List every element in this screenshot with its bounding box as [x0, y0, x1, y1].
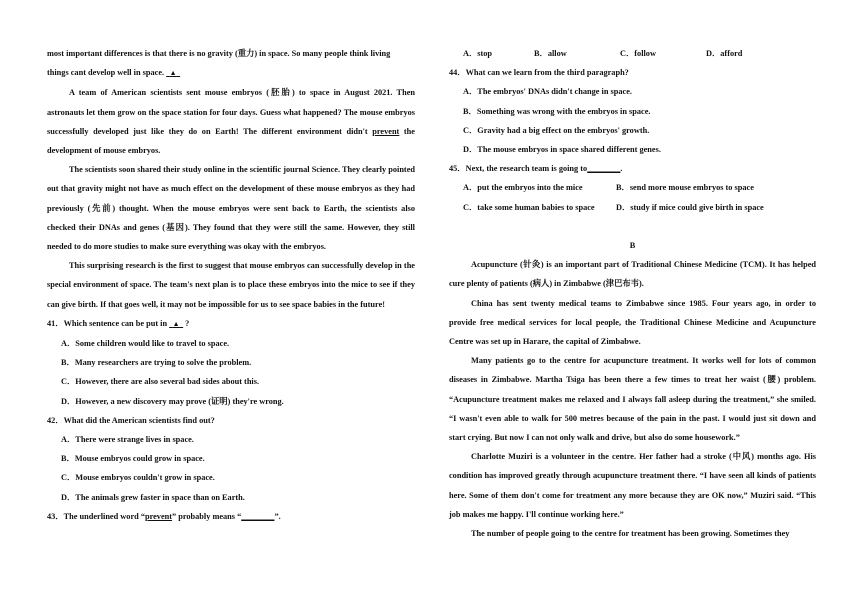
paragraph: The number of people going to the centre for treatment has been growing. Sometimes they	[471, 529, 790, 539]
question-43	[47, 507, 415, 526]
left-column	[47, 44, 415, 526]
right-column	[449, 44, 816, 543]
paragraph: This surprising research is the first to suggest that mouse embryos can successfully develop in the special environment of space. The team's next plan is to place these embryos into the mice to see if they can give birth. If that goes well, it may not be impossible for us to see space babies in the future!	[47, 261, 415, 309]
question-text: 41．Which sentence can be put in	[47, 318, 170, 328]
option-45-b[interactable]: B．send more mouse embryos to space	[616, 183, 754, 193]
option-45-d[interactable]: D．study if mice could give birth in space	[616, 202, 764, 212]
passage-line	[47, 63, 415, 83]
option-43-b[interactable]: B．allow	[534, 49, 567, 58]
option-41-a[interactable]: A．Some children would like to travel to space.	[61, 339, 230, 349]
option-42-d[interactable]: D．The animals grew faster in space than on Earth.	[61, 492, 245, 502]
option-45-a[interactable]: A．put the embryos into the mice	[463, 183, 583, 193]
paragraph: Many patients go to the centre for acupuncture treatment. It works well for lots of common diseases in Zimbabwe. Martha Tsiga has been there a few times to treat her waist (腰) problem. “Acupuncture treatment makes me relaxed and I always fall asleep during the treatment,” she smiled. “I wasn't even able to walk for 500 metres because of the pain in the past. I would just sit down and start crying. But now I can not only walk and drive, but also do some housework.”	[449, 356, 816, 443]
underlined-word: prevent	[372, 126, 400, 136]
question-41	[47, 314, 415, 334]
question-text: 43．The underlined word “	[47, 511, 145, 521]
option-44-d[interactable]: D．The mouse embryos in space shared different genes.	[463, 145, 661, 155]
option-41-c[interactable]: C．However, there are also several bad sides about this.	[61, 377, 260, 387]
option-42-a[interactable]: A．There were strange lives in space.	[61, 435, 194, 445]
answer-blank: ________	[241, 511, 275, 521]
paragraph: China has sent twenty medical teams to Zimbabwe since 1985. Four years ago, in order to provide free medical services for local people, the Traditional Chinese Medicine and Acupuncture Centre was set up in Harare, the capital of Zimbabwe.	[449, 298, 816, 347]
passage-text: things cant develop well in space.	[47, 68, 167, 78]
option-41-d[interactable]: D．However, a new discovery may prove (证明) they're wrong.	[61, 396, 284, 406]
option-44-b[interactable]: B．Something was wrong with the embryos in space.	[463, 106, 651, 116]
blank-marker	[169, 315, 183, 334]
question-text: ”.	[274, 511, 281, 521]
triangle-icon: ▲	[169, 69, 177, 78]
paragraph-text: A team of American scientists sent mouse embryos (胚胎) to space in August 2021. Then astronauts let them grow on the space station for four days. Guess what happened? The mouse embryos successfully developed just like they do on Earth! The different environment didn't	[47, 88, 415, 136]
option-42-b[interactable]: B．Mouse embryos could grow in space.	[61, 454, 205, 464]
options-43	[449, 44, 816, 63]
blank-marker	[166, 64, 180, 83]
paragraph: Acupuncture (针灸) is an important part of Traditional Chinese Medicine (TCM). It has helped cure plenty of patients (病人) in Zimbabwe (津巴布韦).	[449, 260, 816, 289]
option-43-d[interactable]: D．afford	[706, 49, 743, 58]
question-44: 44．What can we learn from the third paragraph?	[449, 68, 629, 78]
spacer	[449, 217, 816, 236]
paragraph: Charlotte Muziri is a volunteer in the centre. Her father had a stroke (中风) months ago. His condition has improved greatly through acupuncture treatment there. “I have seen all kinds of patients here. Some of them don't come for treatment any more because they are OK now,” Muziri said. “This job makes me happy. I'll continue working here.”	[449, 452, 816, 519]
option-43-c[interactable]: C．follow	[620, 49, 656, 58]
paragraph-text: the development of mouse embryos.	[47, 126, 415, 156]
option-41-b[interactable]: B．Many researchers are trying to solve the problem.	[61, 358, 252, 368]
question-42: 42．What did the American scientists find out?	[47, 415, 215, 425]
option-42-c[interactable]: C．Mouse embryos couldn't grow in space.	[61, 473, 215, 483]
option-44-a[interactable]: A．The embryos' DNAs didn't change in space.	[463, 87, 632, 97]
passage-line: most important differences is that there is no gravity (重力) in space. So many people think living	[47, 49, 391, 58]
section-heading: B	[629, 241, 636, 251]
question-text: ” probably means “	[172, 511, 242, 521]
question-text: 45．Next, the research team is going to	[449, 164, 588, 174]
paragraph: The scientists soon shared their study online in the scientific journal Science. They clearly pointed out that gravity might not have as much effect on the development of these mouse embryos as they had previously (先前) thought. When the mouse embryos were sent back to Earth, the scientists also checked their DNAs and genes (基因). They found that they were still the same. However, they still needed to do more studies to make sure everything was okay with the embryos.	[47, 165, 415, 252]
options-45-row1	[449, 178, 816, 197]
question-text: ?	[183, 318, 190, 328]
options-45-row2	[449, 198, 816, 217]
question-45	[449, 159, 816, 178]
underlined-word: prevent	[144, 511, 173, 521]
question-text: .	[620, 164, 623, 174]
answer-blank: ________	[587, 164, 621, 174]
option-44-c[interactable]: C．Gravity had a big effect on the embryos' growth.	[463, 125, 650, 135]
paragraph	[47, 83, 415, 160]
triangle-icon: ▲	[172, 319, 180, 328]
option-43-a[interactable]: A．stop	[463, 49, 493, 58]
option-45-c[interactable]: C．take some human babies to space	[463, 202, 595, 212]
